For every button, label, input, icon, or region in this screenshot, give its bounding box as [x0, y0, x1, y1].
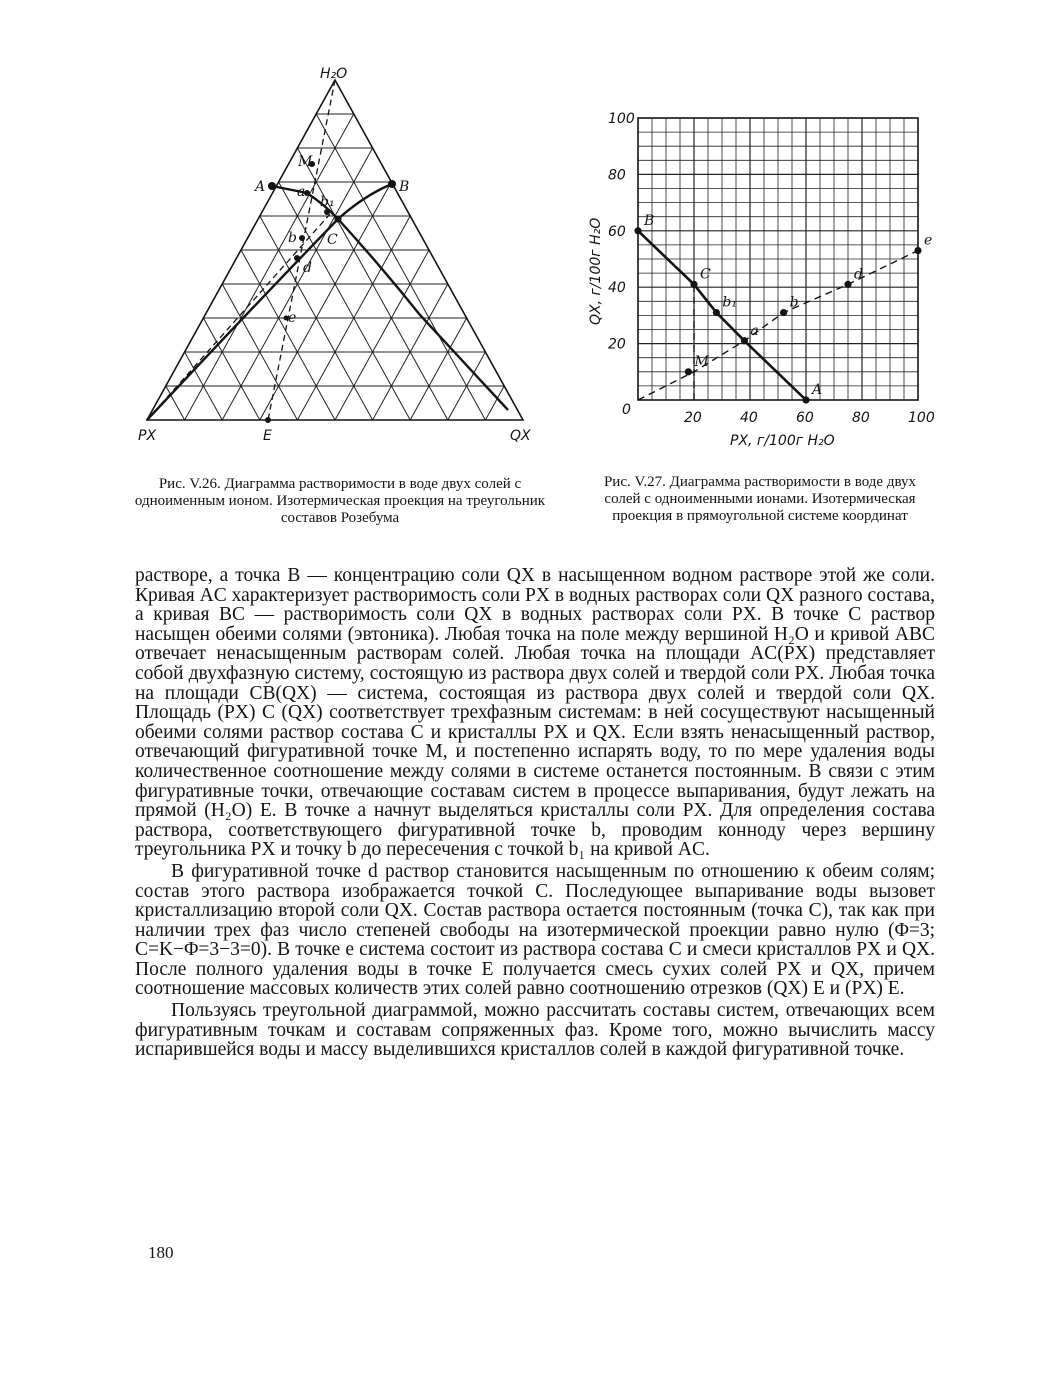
figure-caption-27: Рис. V.27. Диаграмма растворимости в воде двух солей с одноименными ионами. Изотермическая проекция в прямоугольной системе координат — [603, 474, 917, 524]
chart-point-label: M — [694, 353, 709, 370]
tri-grid-line — [279, 182, 411, 420]
x-tick-label: 100 — [908, 410, 935, 426]
tri-grid-line — [335, 250, 429, 420]
y-tick-label: 80 — [608, 167, 626, 184]
chart-grid — [638, 118, 918, 400]
label-a: a — [297, 184, 306, 200]
paragraph-1: растворе, а точка B — концентрацию соли QX в насыщенном водном растворе этой же соли. Кривая AC характеризует растворимость соли PX в водных растворах соли QX разного состава, а кривая BC — растворимость соли QX в водных растворах соли PX. В точке C раствор насыщен обеими солями (эвтоника). Любая точка на поле между вершиной H₂O и кривой ABC отвечает ненасыщенным растворам солей. Любая точка на площади AC(PX) представляет собой двухфазную систему, состоящую из раствора двух солей и твердой соли PX. Любая точка на площади CB(QX) — система, состоящая из раствора двух солей и твердой соли QX. Площадь (PX) C (QX) соответствует трехфазным системам: в ней сосуществуют насыщенный обеими солями раствор состава C и кристаллы PX и QX. Если взять ненасыщенный раствор, отвечающий фигуративной точке M, и постепенно испарять воду, то по мере удаления воды количественное соотношение между солями в системе останется постоянным. В связи с этим фигуративные точки, отвечающие составам систем в процессе выпаривания, будут лежать на прямой (H₂O) E. В точке a начнут выделяться кристаллы соли PX. Для определения состава раствора, соответствующего фигуративной точке b, проводим конноду через вершину треугольника PX и точку b до пересечения с точкой b₁ на кривой AC. — [135, 565, 935, 861]
point-a-big — [268, 182, 276, 190]
rect-chart — [580, 100, 940, 470]
vertex-qx: QX — [510, 428, 531, 444]
body-text — [135, 566, 935, 1060]
chart-point — [690, 281, 697, 288]
chart-point-label: C — [700, 266, 711, 283]
y-tick-label: 60 — [608, 223, 626, 240]
chart-point — [780, 309, 787, 316]
tri-grid-line — [185, 114, 354, 420]
chart-point-label: A — [812, 382, 823, 398]
curve-c-qx — [338, 219, 508, 410]
tri-grid-line — [241, 250, 335, 420]
label-d: d — [303, 260, 312, 276]
chart-point — [914, 247, 921, 254]
chart-point-label: B — [644, 212, 655, 229]
y-tick-label: 20 — [608, 336, 626, 353]
chart-point-label: e — [924, 232, 933, 249]
tri-grid-line — [203, 318, 259, 420]
chart-points — [634, 213, 932, 404]
paragraph-2: В фигуративной точке d раствор становится насыщенным по отношению к обеим солям; состав этого раствора изображается точкой C. Последующее выпаривание воды вызовет кристаллизацию второй соли QX. Состав раствора остается постоянным (точка C), так как при наличии трех фаз число степеней свободы на изотермической проекции равно нулю (Φ=3; C=K−Φ=3−3=0). В точке e система состоит из раствора состава C и смеси кристаллов PX и QX. После полного удаления воды в точке E получается смесь сухих солей PX и QX, причем соотношение массовых количеств этих солей равно соотношению отрезков (QX) E и (PX) E. — [135, 860, 935, 1000]
point-E — [265, 417, 271, 423]
chart-point — [802, 396, 809, 403]
x-tick-label: 40 — [740, 410, 758, 426]
x-tick-label: 0 — [622, 402, 631, 418]
chart-point-label: a — [750, 322, 759, 339]
page-number: 180 — [148, 1243, 174, 1262]
label-M: M — [298, 154, 313, 170]
x-axis-label: PX, г/100г H₂O — [730, 433, 835, 449]
chart-point — [685, 368, 692, 375]
label-B: B — [399, 179, 410, 195]
x-tick-label: 60 — [796, 410, 814, 426]
y-tick-label: 40 — [608, 280, 626, 297]
vertex-h2o: H₂O — [320, 66, 348, 82]
chart-point — [844, 281, 851, 288]
label-A: A — [255, 179, 266, 195]
label-C: C — [327, 232, 338, 248]
point-b-big — [388, 180, 396, 188]
figure-caption-26: Рис. V.26. Диаграмма растворимости в воде двух солей с одноименным ионом. Изотермическая проекция на треугольник составов Розебума — [134, 476, 546, 526]
chart-point — [713, 309, 720, 316]
tri-grid-line — [260, 182, 392, 420]
point-c — [335, 216, 342, 223]
triangle-diagram — [120, 60, 550, 470]
vertex-px: PX — [138, 428, 157, 444]
point-b-small — [299, 235, 305, 241]
line-c-px — [147, 219, 338, 420]
tri-grid-line — [316, 114, 485, 420]
label-b1: b₁ — [320, 194, 335, 210]
label-b: b — [288, 230, 297, 246]
label-e: e — [288, 310, 297, 326]
y-tick-label: 100 — [608, 111, 635, 127]
chart-ticks — [608, 111, 935, 426]
chart-point-label: d — [854, 266, 863, 283]
chart-point-label: b — [789, 294, 799, 311]
chart-point — [741, 337, 748, 344]
chart-point-label: b₁ — [722, 294, 737, 311]
paragraph-3: Пользуясь треугольной диаграммой, можно рассчитать составы систем, отвечающих всем фигуративным точкам и составам сопряженных фаз. Кроме того, можно вычислить массу испарившейся воды и массу выделившихся кристаллов солей в каждой фигуративной точке. — [135, 1000, 935, 1061]
point-d — [294, 255, 300, 261]
chart-point — [634, 227, 641, 234]
x-tick-label: 80 — [852, 410, 870, 426]
vertex-e: E — [263, 428, 272, 444]
x-tick-label: 20 — [684, 410, 702, 426]
triangle-grid — [166, 114, 504, 420]
y-axis-label: QX, г/100г H₂O — [588, 217, 604, 325]
